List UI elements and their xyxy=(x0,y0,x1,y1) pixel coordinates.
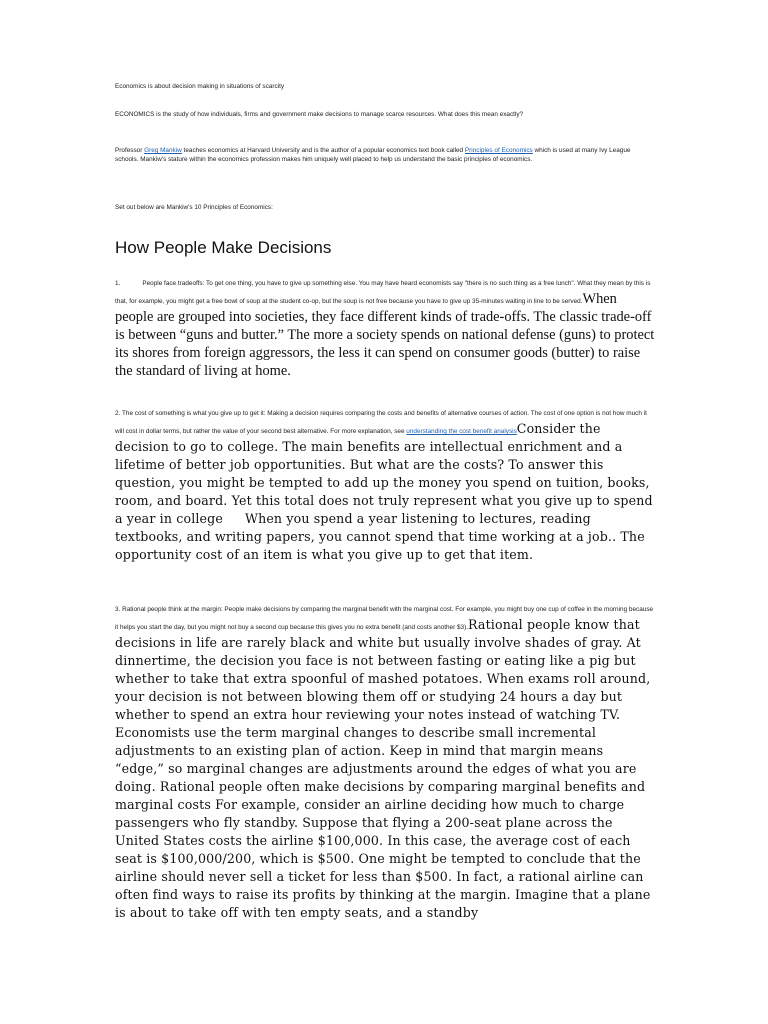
principle-1-body: When people are grouped into societies, they face different kinds of trade-offs. The classic trade-off is between “guns and butter.” The more a society spends on national defense (guns) to protect its shores from foreign aggressors, the less it can spend on consumer goods (butter) to raise the standard of living at home. xyxy=(115,291,655,379)
intro-line-principles: Set out below are Mankiw's 10 Principles of Economics: xyxy=(115,204,273,211)
intro-line-definition: ECONOMICS is the study of how individuals, firms and government make decisions to manage scarce resources. What does this mean exactly? xyxy=(115,111,524,118)
principle-1-number: 1. xyxy=(115,280,121,287)
principle-3-paragraph xyxy=(115,598,655,922)
principle-2-paragraph xyxy=(115,402,655,564)
professor-prefix: Professor xyxy=(115,147,145,154)
principle-3-body: Rational people know that decisions in life are rarely black and white but usually involve shades of gray. At dinnertime, the decision you face is not between fasting or eating like a pig but whether to take that extra spoonful of mashed potatoes. When exams roll around, your decision is not between blowing them off or studying 24 hours a day but whether to spend an extra hour reviewing your notes instead of watching TV. Economists use the term marginal changes to describe small incremental adjustments to an existing plan of action. Keep in mind that margin means “edge,” so marginal changes are adjustments around the edges of what you are doing. Rational people often make decisions by comparing marginal benefits and marginal costs For example, consider an airline deciding how much to charge passengers who fly standby. Suppose that flying a 200-seat plane across the United States costs the airline $100,000. In this case, the average cost of each seat is $100,000/200, which is $500. One might be tempted to conclude that the airline should never sell a ticket for less than $500. In fact, a rational airline can often find ways to raise its profits by thinking at the margin. Imagine that a plane is about to take off with ten empty seats, and a standby xyxy=(115,617,651,920)
intro-line-scarcity: Economics is about decision making in situations of scarcity xyxy=(115,83,285,90)
section-heading: How People Make Decisions xyxy=(115,238,332,257)
principle-1-summary: People face tradeoffs: To get one thing, you have to give up something else. You may have heard economists say "there is no such thing as a free lunch". What they mean by this is that, for example, you might get a free bowl of soup at the student co-op, but the soup is not free because you have to give up 35-minutes waiting in line to be served. xyxy=(115,280,651,305)
principle-2-summary: 2. The cost of something is what you give up to get it: Making a decision requires comparing the costs and benefits of alternative courses of action. The cost of one option is not how much it will cost in dollar terms, but rather the value of your second best alternative. For more explanation, see xyxy=(115,410,647,435)
professor-middle: teaches economics at Harvard University and is the author of a popular economics text book called xyxy=(181,147,465,154)
principles-of-economics-link[interactable]: Principles of Economics xyxy=(464,147,533,154)
cost-benefit-analysis-link[interactable]: understanding the cost benefit analysis xyxy=(406,428,517,435)
greg-mankiw-link[interactable]: Greg Mankiw xyxy=(144,147,182,154)
principle-3-summary: 3. Rational people think at the margin: People make decisions by comparing the marginal benefit with the marginal cost. For example, you might buy one cup of coffee in the morning because it helps you start the day, but you might not buy a second cup because this gives you no extra benefit (and costs another $3). xyxy=(115,606,654,631)
principle-1-paragraph xyxy=(115,272,655,380)
professor-suffix: which is used at many Ivy League schools. Mankiw's stature within the economics profession makes him uniquely well placed to help us understand the basic principles of economics. xyxy=(115,147,631,163)
intro-professor-paragraph xyxy=(115,146,653,164)
principle-2-body-a: Consider the decision to go to college. The main benefits are intellectual enrichment and a lifetime of better job opportunities. But what are the costs? To answer this question, you might be tempted to add up the money you spend on tuition, books, room, and board. Yet this total does not truly represent what you give up to spend a year in college xyxy=(115,421,653,526)
principle-2-body-b: When you spend a year listening to lectures, reading textbooks, and writing papers, you cannot spend that time working at a job.. The opportunity cost of an item is what you give up to get that item. xyxy=(115,511,645,562)
